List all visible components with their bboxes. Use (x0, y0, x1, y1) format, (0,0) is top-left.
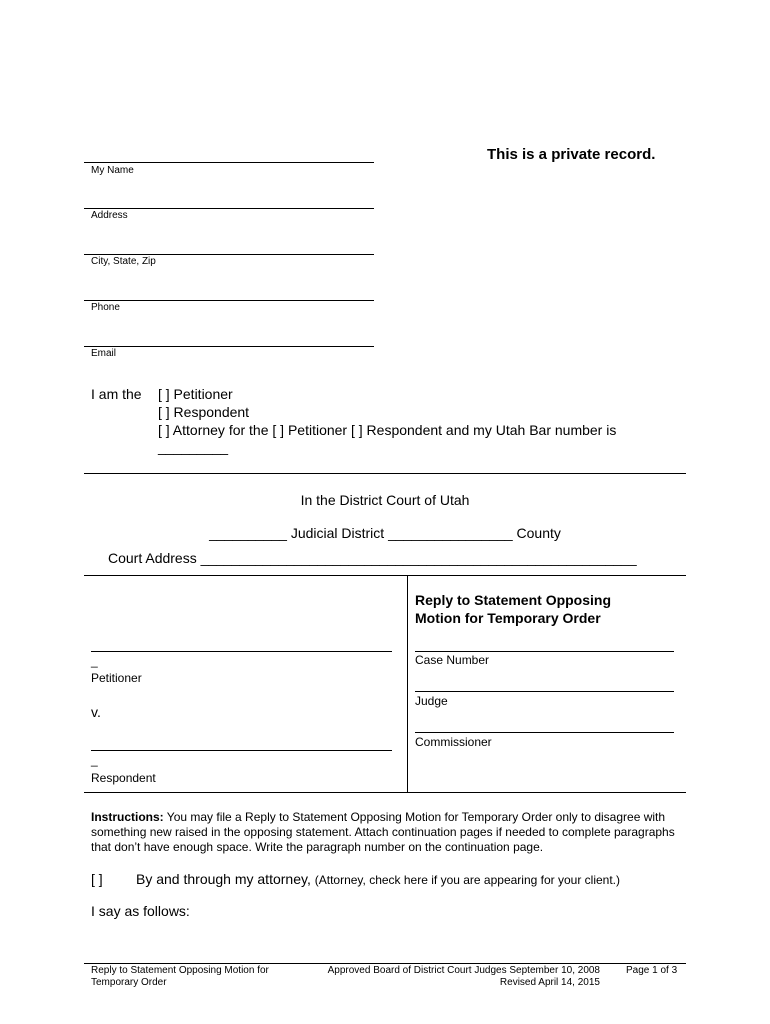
footer-page-number: Page 1 of 3 (626, 965, 678, 976)
commissioner-label: Commissioner (415, 735, 492, 749)
footer-rule (84, 963, 686, 964)
respondent-name-line[interactable] (91, 750, 392, 751)
attorney-checkbox[interactable]: [ ] (91, 871, 103, 887)
instructions-paragraph (91, 810, 681, 855)
court-address-line[interactable]: Court Address ________________________________________________________ (108, 550, 637, 566)
footer-form-title (91, 965, 269, 989)
city-state-zip-line[interactable] (84, 254, 374, 255)
commissioner-line[interactable] (415, 732, 674, 733)
footer-approval (300, 965, 600, 989)
attorney-clause (136, 871, 620, 887)
role-option-petitioner[interactable]: [ ] Petitioner (158, 386, 233, 402)
attorney-clause-main: By and through my attorney, (136, 871, 311, 887)
email-label: Email (91, 348, 117, 359)
private-record-notice: This is a private record. (487, 146, 656, 163)
petitioner-label: Petitioner (91, 671, 142, 685)
document-title-line1: Reply to Statement Opposing (415, 592, 612, 608)
address-label: Address (91, 210, 128, 221)
caption-top-border (84, 575, 686, 576)
section-divider (84, 473, 686, 474)
court-title: In the District Court of Utah (300, 492, 470, 508)
petitioner-name-line[interactable] (91, 651, 392, 652)
phone-label: Phone (91, 302, 120, 313)
judge-label: Judge (415, 694, 448, 708)
case-number-label: Case Number (415, 653, 490, 667)
footer-revised: Revised April 14, 2015 (499, 977, 600, 988)
city-state-zip-label: City, State, Zip (91, 256, 156, 267)
respondent-label: Respondent (91, 771, 156, 785)
say-as-follows: I say as follows: (91, 903, 190, 919)
case-number-line[interactable] (415, 651, 674, 652)
email-line[interactable] (84, 346, 374, 347)
role-intro: I am the (91, 386, 142, 402)
petitioner-mark: _ (91, 654, 98, 668)
phone-line[interactable] (84, 300, 374, 301)
versus-label: v. (91, 704, 101, 720)
bar-number-blank[interactable]: _________ (158, 439, 229, 455)
footer-form-title-line2: Temporary Order (91, 977, 167, 988)
document-title-line2: Motion for Temporary Order (415, 610, 601, 626)
role-option-respondent[interactable]: [ ] Respondent (158, 404, 250, 420)
judicial-district-line[interactable]: __________ Judicial District ________________ County (209, 525, 561, 541)
instructions-label: Instructions: (91, 810, 164, 824)
address-line[interactable] (84, 208, 374, 209)
caption-bottom-border (84, 792, 686, 793)
respondent-mark: _ (91, 753, 98, 767)
name-label: My Name (91, 165, 134, 176)
name-line[interactable] (84, 162, 374, 163)
judge-line[interactable] (415, 691, 674, 692)
attorney-clause-note: (Attorney, check here if you are appearing for your client.) (314, 873, 620, 887)
footer-approved: Approved Board of District Court Judges September 10, 2008 (327, 965, 600, 976)
footer-form-title-line1: Reply to Statement Opposing Motion for (91, 965, 269, 976)
caption-center-divider (407, 575, 408, 793)
role-option-attorney[interactable]: [ ] Attorney for the [ ] Petitioner [ ] Respondent and my Utah Bar number is (158, 422, 617, 438)
instructions-text: You may file a Reply to Statement Opposing Motion for Temporary Order only to disagree with something new raised in the opposing statement. Attach continuation pages if needed to complete paragraphs that don’t have enough space. Write the paragraph number on the continuation page. (91, 810, 675, 854)
